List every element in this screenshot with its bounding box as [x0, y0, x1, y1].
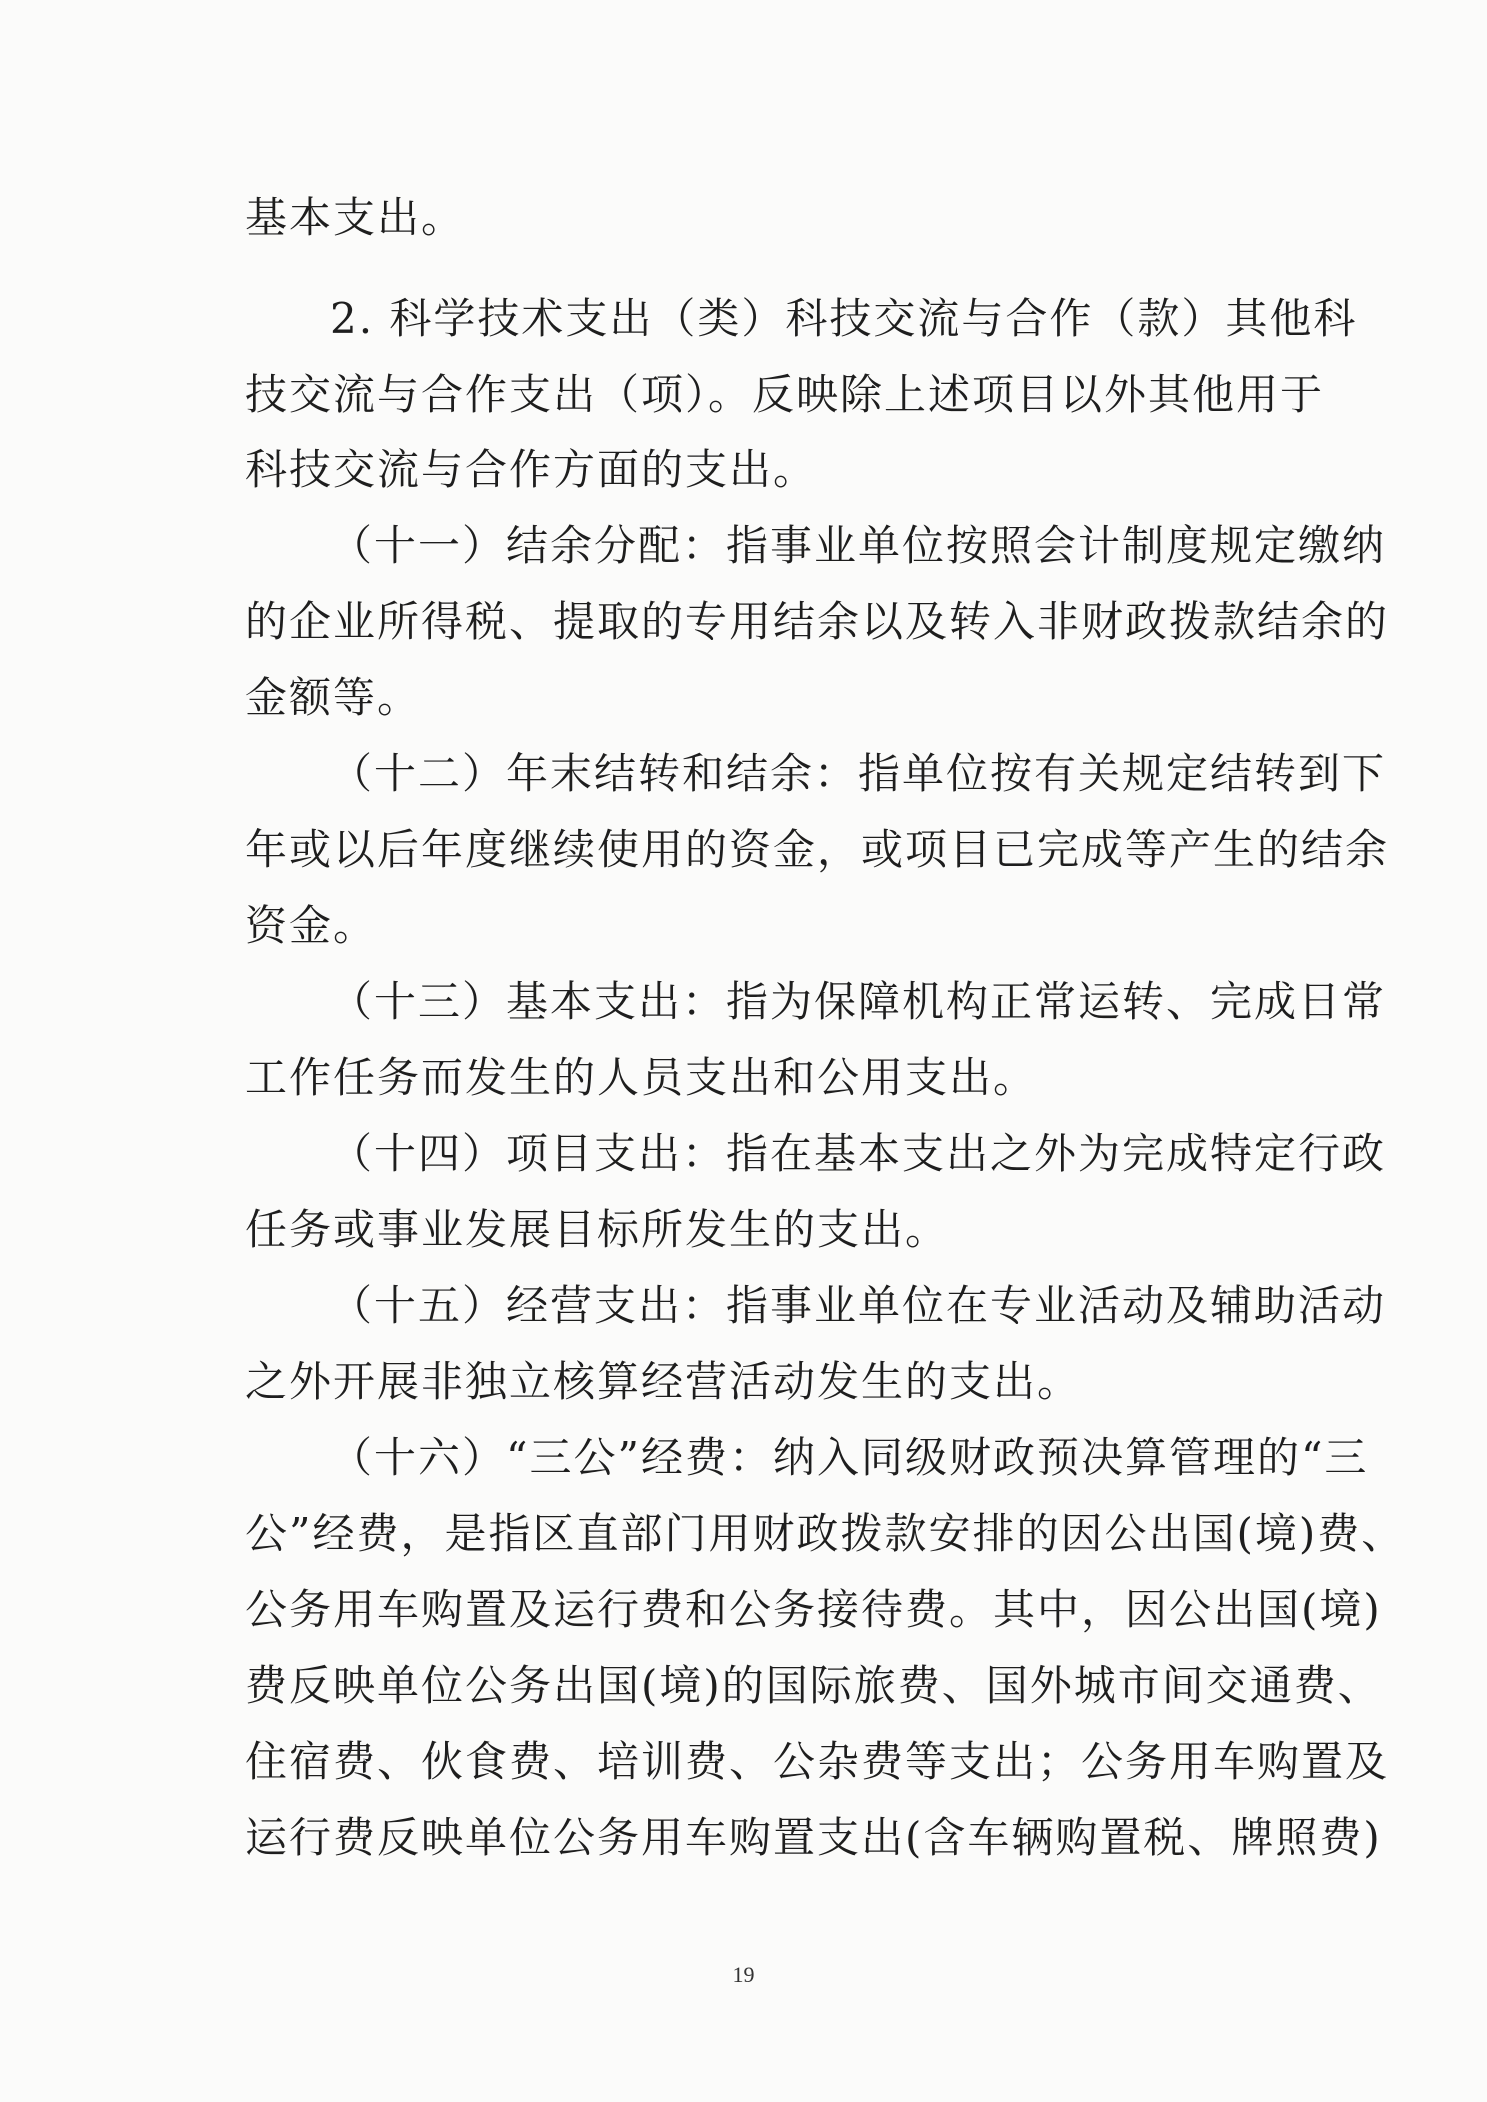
text-line: 任务或事业发展目标所发生的支出。 — [245, 1205, 950, 1254]
text-line: （十五）经营支出：指事业单位在专业活动及辅助活动 — [330, 1281, 1387, 1330]
text-line: 技交流与合作支出（项）。反映除上述项目以外其他用于 — [245, 370, 1325, 419]
text-line: 金额等。 — [245, 673, 422, 722]
text-line: 年或以后年度继续使用的资金，或项目已完成等产生的结余 — [245, 825, 1390, 874]
text-line: 资金。 — [245, 901, 378, 950]
text-line: 工作任务而发生的人员支出和公用支出。 — [245, 1053, 1038, 1102]
page-number: 19 — [732, 1962, 755, 1987]
text-line: 的企业所得税、提取的专用结余以及转入非财政拨款结余的 — [245, 597, 1390, 646]
text-line: （十六）“三公”经费：纳入同级财政预决算管理的“三 — [330, 1433, 1369, 1482]
text-line: （十三）基本支出：指为保障机构正常运转、完成日常 — [330, 977, 1387, 1026]
text-line: （十一）结余分配：指事业单位按照会计制度规定缴纳 — [330, 521, 1387, 570]
text-line: 运行费反映单位公务用车购置支出(含车辆购置税、牌照费) — [245, 1813, 1382, 1862]
text-line: 公”经费，是指区直部门用财政拨款安排的因公出国(境)费、 — [245, 1509, 1406, 1558]
text-line: （十二）年末结转和结余：指单位按有关规定结转到下 — [330, 749, 1387, 798]
text-line: 基本支出。 — [245, 193, 466, 242]
text-line: 费反映单位公务出国(境)的国际旅费、国外城市间交通费、 — [245, 1661, 1382, 1710]
text-line: 2. 科学技术支出（类）科技交流与合作（款）其他科 — [330, 294, 1358, 343]
text-line: 住宿费、伙食费、培训费、公杂费等支出；公务用车购置及 — [245, 1737, 1390, 1786]
text-line: 之外开展非独立核算经营活动发生的支出。 — [245, 1357, 1082, 1406]
text-line: 公务用车购置及运行费和公务接待费。其中，因公出国(境) — [245, 1585, 1382, 1634]
text-line: 科技交流与合作方面的支出。 — [245, 445, 818, 494]
text-line: （十四）项目支出：指在基本支出之外为完成特定行政 — [330, 1129, 1387, 1178]
